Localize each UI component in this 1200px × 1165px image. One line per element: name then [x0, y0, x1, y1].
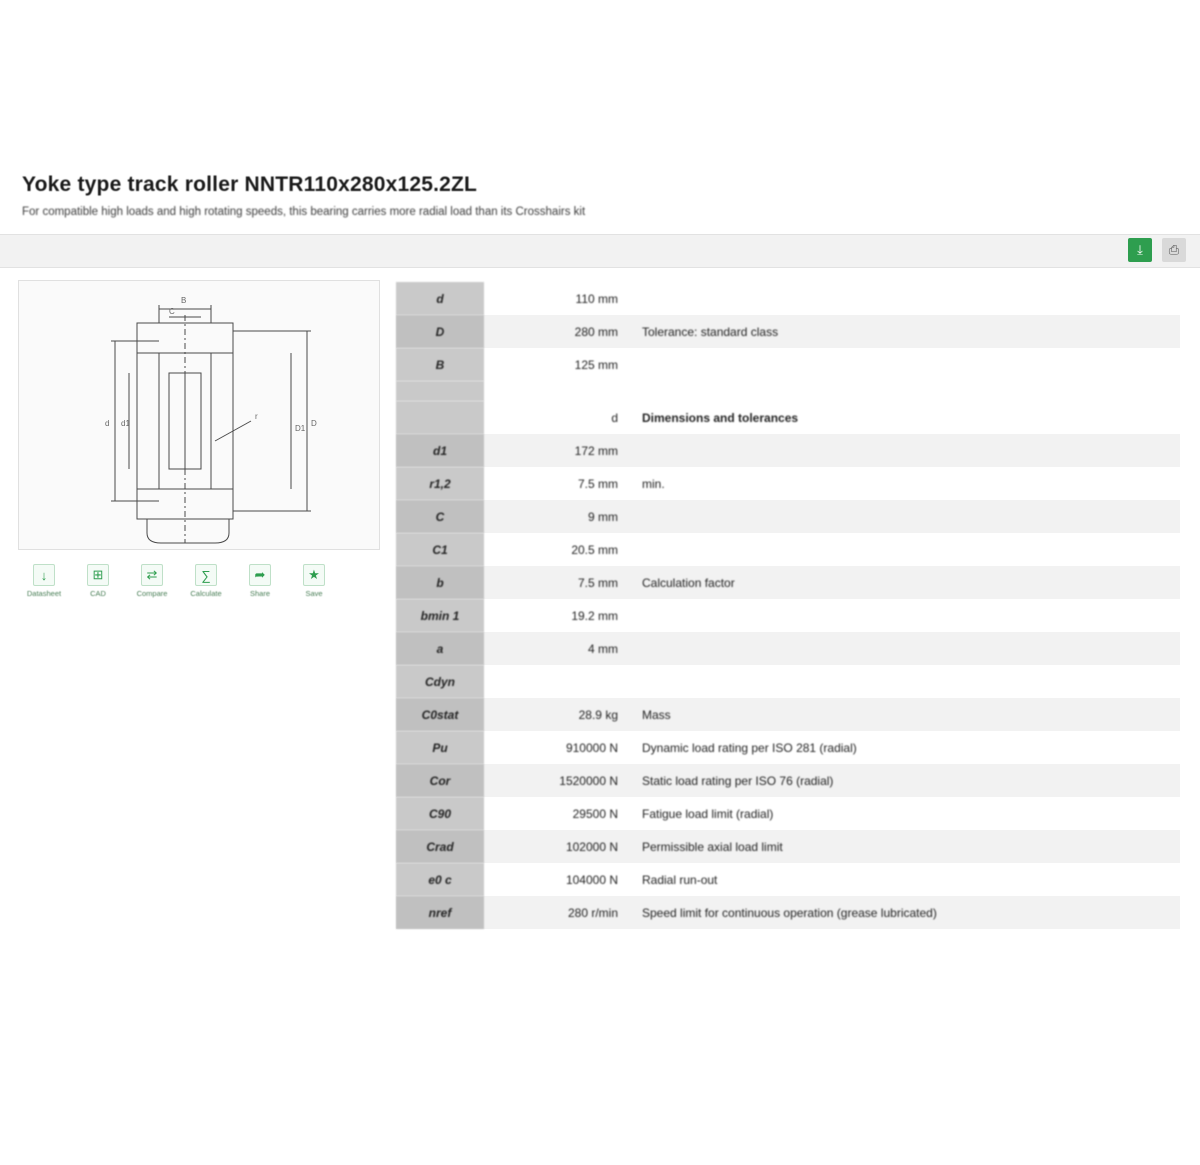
spec-symbol: C1 [396, 533, 484, 566]
toolbar-actions [1128, 238, 1186, 262]
spec-symbol: e0 c [396, 863, 484, 896]
table-row [396, 632, 1180, 665]
table-row [396, 731, 1180, 764]
spec-value: 7.5 mm [577, 575, 618, 590]
bearing-schematic-svg [19, 281, 381, 551]
spec-note [634, 599, 1180, 632]
spec-symbol: C90 [396, 797, 484, 830]
spec-value: 110 mm [575, 291, 618, 306]
bearing-drawing [18, 280, 380, 550]
spec-value: 102000 N [565, 839, 618, 854]
cad-download-icon[interactable]: ⤓ [1128, 238, 1152, 262]
spec-symbol: Crad [396, 830, 484, 863]
save-icon[interactable] [294, 564, 334, 598]
table-row [396, 434, 1180, 467]
spec-symbol: bmin 1 [396, 599, 484, 632]
specs-column [396, 280, 1180, 929]
table-row [396, 863, 1180, 896]
specification-table [396, 282, 1180, 929]
spec-value: 9 mm [588, 509, 618, 524]
share-glyph: ➦ [249, 564, 271, 586]
spec-note: Speed limit for continuous operation (grease lubricated) [642, 905, 937, 920]
table-row [396, 348, 1180, 381]
page-subtitle: For compatible high loads and high rotating speeds, this bearing carries more radial load than its Crosshairs kit [22, 206, 586, 218]
spec-value: 29500 N [572, 806, 618, 821]
spec-symbol: Cdyn [396, 665, 484, 698]
spec-note [634, 665, 1180, 698]
spec-value: 910000 N [565, 740, 618, 755]
svg-text:C: C [169, 307, 175, 316]
product-datasheet-label: Datasheet [26, 589, 62, 598]
spec-note: Radial run-out [642, 872, 718, 887]
spec-symbol: Cor [396, 764, 484, 797]
spec-note: Dimensions and tolerances [642, 410, 799, 425]
spec-note [634, 282, 1180, 315]
figure-action-icons [18, 564, 380, 598]
calculate-label: Calculate [190, 589, 222, 598]
spec-note: Dynamic load rating per ISO 281 (radial) [642, 740, 857, 755]
table-row [396, 315, 1180, 348]
figure-column [18, 280, 380, 929]
toolbar [0, 234, 1200, 268]
spec-value: 7.5 mm [577, 476, 618, 491]
spec-note: Mass [642, 707, 671, 722]
spec-symbol [396, 401, 484, 434]
cad-model-icon[interactable] [78, 564, 118, 598]
table-row [396, 764, 1180, 797]
spec-symbol: C0stat [396, 698, 484, 731]
spec-symbol: D [396, 315, 484, 348]
spec-symbol: B [396, 348, 484, 381]
svg-text:D: D [311, 419, 317, 428]
spec-value: 28.9 kg [578, 707, 618, 722]
table-row [396, 467, 1180, 500]
spec-symbol: r1,2 [396, 467, 484, 500]
spec-value [484, 381, 634, 401]
share-label: Share [249, 589, 270, 598]
compare-glyph: ⇄ [141, 564, 163, 586]
product-datasheet-icon[interactable] [24, 564, 64, 598]
svg-text:D1: D1 [295, 424, 306, 433]
spec-value [484, 665, 634, 698]
spec-note [634, 348, 1180, 381]
calculate-icon[interactable] [186, 564, 226, 598]
svg-text:d: d [105, 419, 110, 428]
spec-value: 19.2 mm [571, 608, 618, 623]
spec-symbol: d1 [396, 434, 484, 467]
spec-symbol: b [396, 566, 484, 599]
save-glyph: ★ [303, 564, 325, 586]
svg-text:r: r [255, 412, 258, 421]
product-datasheet-glyph: ↓ [33, 564, 55, 586]
cad-model-label: CAD [90, 589, 106, 598]
spec-value: 172 mm [574, 443, 618, 458]
spec-note [634, 434, 1180, 467]
spec-symbol: d [396, 282, 484, 315]
calculate-glyph: ∑ [195, 564, 217, 586]
table-row [396, 698, 1180, 731]
svg-text:d1: d1 [121, 419, 130, 428]
table-row [396, 797, 1180, 830]
page-title: Yoke type track roller NNTR110x280x125.2ZL [22, 173, 478, 196]
spec-value: 4 mm [588, 641, 618, 656]
spec-value: 280 mm [574, 324, 618, 339]
table-row [396, 665, 1180, 698]
spec-value: 20.5 mm [571, 542, 618, 557]
spec-note [634, 381, 1180, 401]
print-icon[interactable]: ⎙ [1162, 238, 1186, 262]
compare-icon[interactable] [132, 564, 172, 598]
table-row [396, 599, 1180, 632]
table-row [396, 381, 1180, 401]
compare-label: Compare [136, 589, 168, 598]
table-row [396, 282, 1180, 315]
share-icon[interactable] [240, 564, 280, 598]
spec-value: 125 mm [574, 357, 618, 372]
table-row [396, 401, 1180, 434]
spec-value: d [611, 410, 618, 425]
spec-note [634, 533, 1180, 566]
spec-note: Fatigue load limit (radial) [642, 806, 774, 821]
spec-note: Tolerance: standard class [642, 324, 779, 339]
spec-symbol [396, 381, 484, 401]
spec-value: 280 r/min [567, 905, 618, 920]
spec-note: Calculation factor [642, 575, 735, 590]
spec-note [634, 632, 1180, 665]
page-header [0, 155, 1200, 224]
cad-model-glyph: ⊞ [87, 564, 109, 586]
spec-symbol: a [396, 632, 484, 665]
spec-symbol: nref [396, 896, 484, 929]
spec-symbol: Pu [396, 731, 484, 764]
svg-text:B: B [181, 296, 187, 305]
product-sheet [0, 155, 1200, 1015]
spec-symbol: C [396, 500, 484, 533]
spec-value: 1520000 N [559, 773, 618, 788]
table-row [396, 566, 1180, 599]
spec-note: Static load rating per ISO 76 (radial) [642, 773, 834, 788]
table-row [396, 896, 1180, 929]
sheet-body [0, 268, 1200, 929]
spec-value: 104000 N [565, 872, 618, 887]
table-row [396, 500, 1180, 533]
table-row [396, 830, 1180, 863]
save-label: Save [305, 589, 323, 598]
spec-note: min. [642, 476, 665, 491]
spec-note: Permissible axial load limit [642, 839, 783, 854]
spec-note [634, 500, 1180, 533]
table-row [396, 533, 1180, 566]
